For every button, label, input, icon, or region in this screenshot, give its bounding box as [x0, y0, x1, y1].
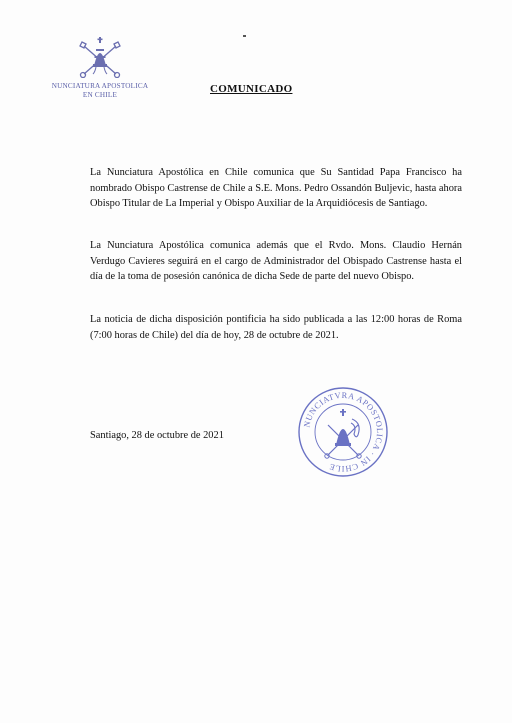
paragraph-publication [90, 312, 462, 343]
document-title: COMUNICADO [210, 83, 293, 95]
organization-name [40, 82, 160, 100]
paragraph-1-text: La Nunciatura Apostólica en Chile comunica que Su Santidad Papa Francisco ha nombrado Obispo Castrense de Chile a S.E. Mons. Pedro Ossandón Buljevic, hasta ahora Obispo Titular de La Imperial y Obispo Auxiliar de la Arquidiócesis de Santiago. [90, 167, 462, 210]
place-and-date: Santiago, 28 de octubre de 2021 [90, 430, 224, 441]
seal-ring-text: NUNCIATVRA APOSTOLICA · IN CHILE [302, 390, 385, 474]
paragraph-appointment [90, 165, 462, 212]
scan-speck [243, 35, 246, 37]
organization-line-2: EN CHILE [82, 91, 118, 99]
paragraph-administrator [90, 238, 462, 285]
papal-emblem-icon [76, 36, 124, 78]
paragraph-2-text: La Nunciatura Apostólica comunica además que el Rvdo. Mons. Claudio Hernán Verdugo Cavieres seguirá en el cargo de Administrador del Obispado Castrense hasta el día de la toma de posesión canónica de dicha Sede de parte del nuevo Obispo. [90, 240, 462, 283]
paragraph-3-text: La noticia de dicha disposición pontificia ha sido publicada a las 12:00 horas de Roma (7:00 horas de Chile) del día de hoy, 28 de octubre de 2021. [90, 314, 462, 341]
organization-line-1: NUNCIATURA APOSTOLICA [51, 82, 149, 90]
nunciature-seal-stamp [296, 385, 390, 479]
